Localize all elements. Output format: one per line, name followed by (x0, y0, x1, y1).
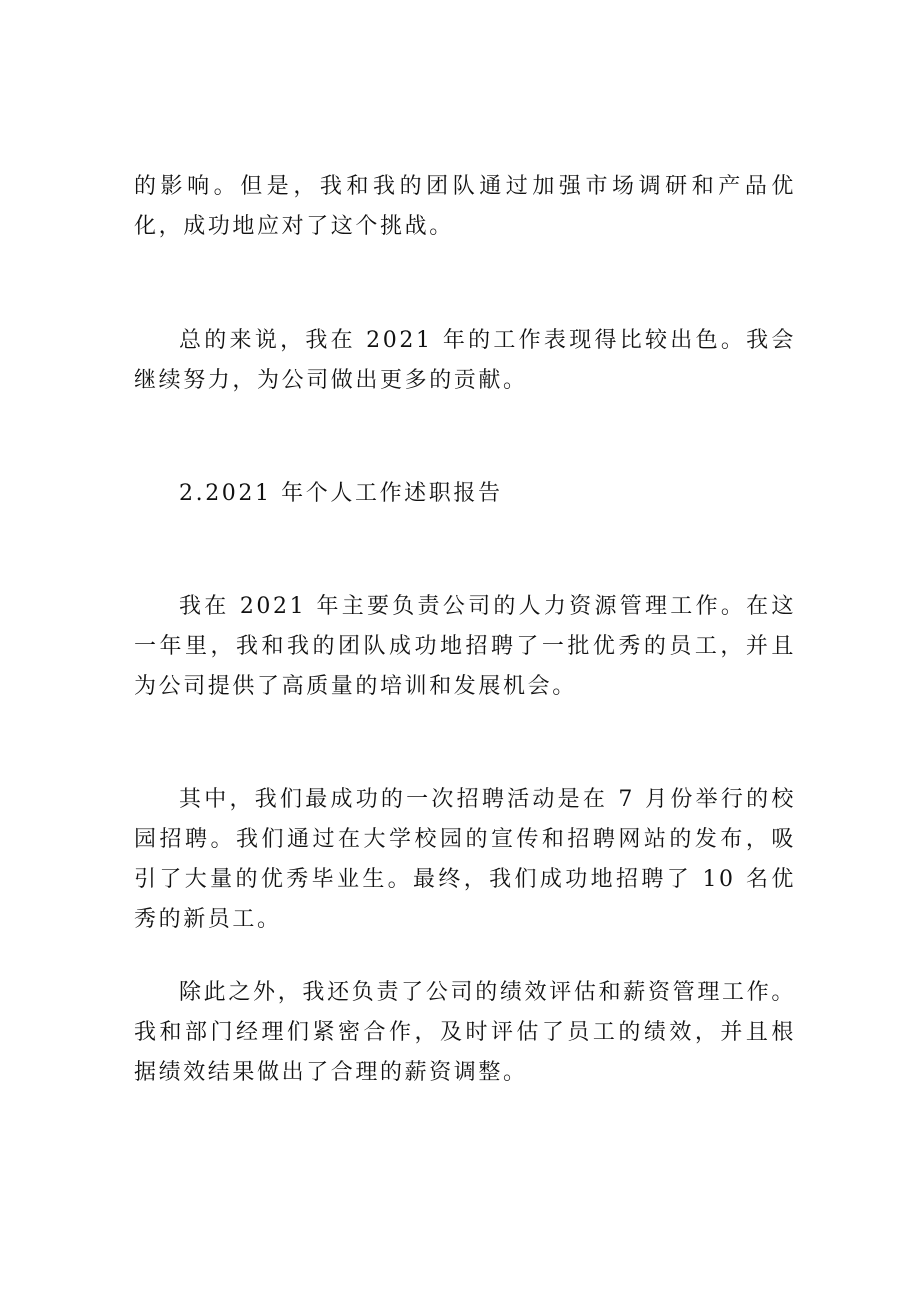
paragraph-performance-salary: 除此之外，我还负责了公司的绩效评估和薪资管理工作。我和部门经理们紧密合作，及时评估了员工的绩效，并且根据绩效结果做出了合理的薪资调整。 (134, 980, 796, 1085)
paragraph-hr-responsibilities: 我在 2021 年主要负责公司的人力资源管理工作。在这一年里，我和我的团队成功地招聘了一批优秀的员工，并且为公司提供了高质量的培训和发展机会。 (134, 594, 796, 699)
paragraph-spacer (134, 514, 796, 587)
paragraph-campus-recruitment: 其中，我们最成功的一次招聘活动是在 7 月份举行的校园招聘。我们通过在大学校园的宣传和招聘网站的发布，吸引了大量的优秀毕业生。最终，我们成功地招聘了 10 名优秀的新员工。 (134, 787, 796, 932)
paragraph-spacer (134, 247, 796, 321)
section-heading: 2.2021 年个人工作述职报告 (179, 481, 503, 506)
document-body (134, 167, 796, 1093)
paragraph-continuation: 的影响。但是，我和我的团队通过加强市场调研和产品优化，成功地应对了这个挑战。 (134, 174, 796, 239)
paragraph-summary: 总的来说，我在 2021 年的工作表现得比较出色。我会继续努力，为公司做出更多的贡献。 (134, 328, 796, 393)
paragraph-spacer (134, 707, 796, 780)
paragraph-spacer (134, 401, 796, 474)
